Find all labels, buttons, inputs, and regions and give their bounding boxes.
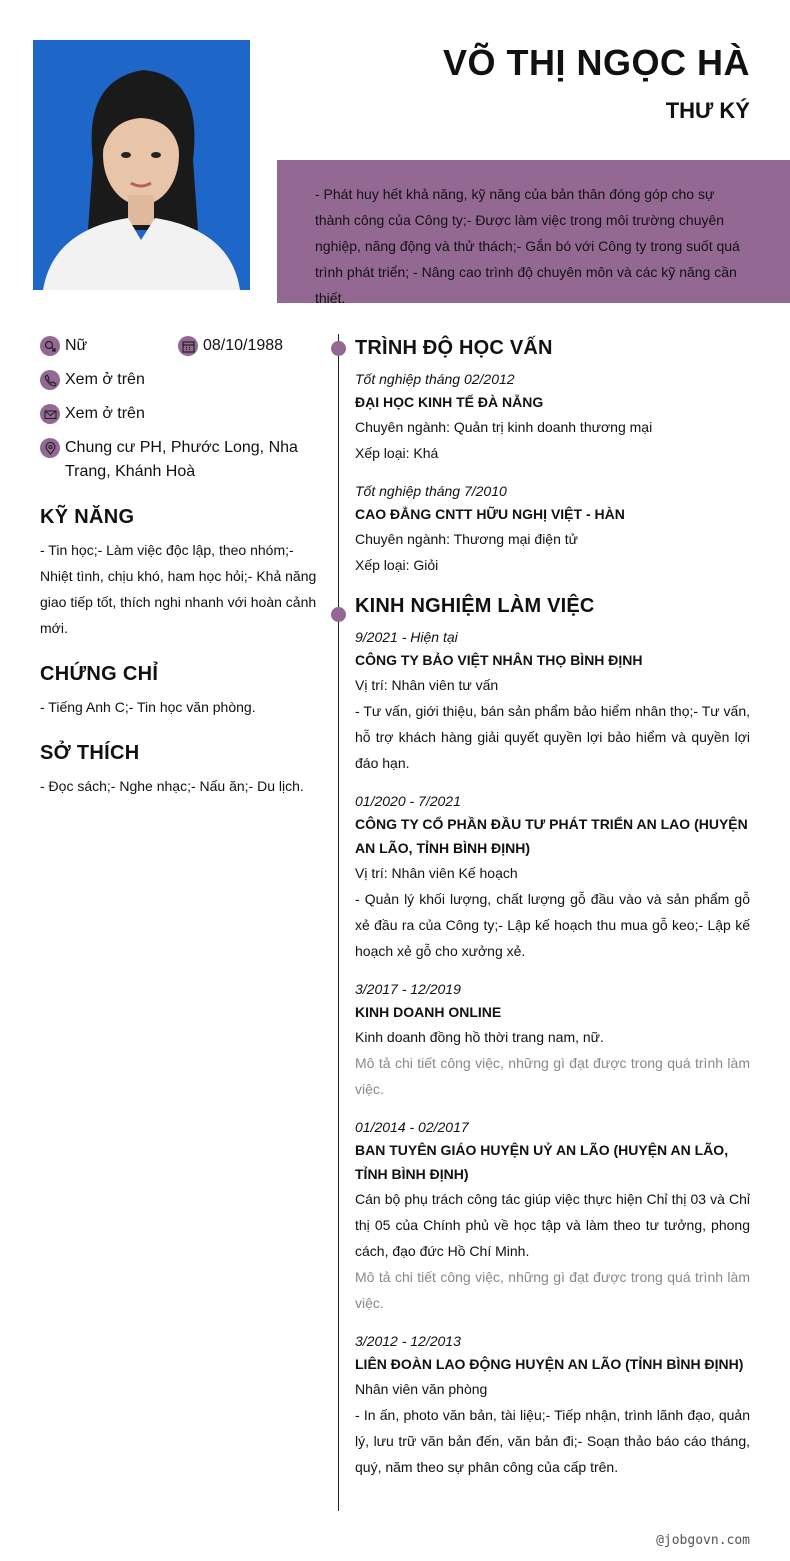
career-objective: - Phát huy hết khả năng, kỹ năng của bản thân đóng góp cho sự thành công của Công ty;- Được làm việc trong môi trường chuyên nghiệp, năng động và thử thách;- Gắn bó với Công ty trong suốt quá trình phát triển; - Nâng cao trình độ chuyên môn và các kỹ năng cần thiết.	[277, 160, 790, 303]
gender-item	[40, 334, 178, 358]
experience-description: - Quản lý khối lượng, chất lượng gỗ đầu vào và sản phẩm gỗ xẻ đầu ra của Công ty;- Lập kế hoạch thu mua gỗ keo;- Lập kế hoạch xẻ gỗ cho xưởng xẻ.	[355, 891, 750, 959]
education-section	[355, 334, 750, 578]
certificates-text: - Tiếng Anh C;- Tin học văn phòng.	[40, 699, 256, 715]
education-major: Chuyên ngành: Quản trị kinh doanh thương mại	[355, 419, 653, 435]
education-heading: TRÌNH ĐỘ HỌC VẤN	[355, 337, 553, 359]
experience-company: CÔNG TY BẢO VIỆT NHÂN THỌ BÌNH ĐỊNH	[355, 652, 643, 668]
phone-value: Xem ở trên	[65, 371, 145, 388]
skills-section	[40, 506, 320, 641]
profile-photo	[33, 40, 250, 290]
right-column	[355, 334, 750, 1490]
phone-item	[40, 368, 320, 392]
education-entry	[355, 480, 750, 578]
experience-role: Kinh doanh đồng hồ thời trang nam, nữ.	[355, 1029, 604, 1045]
certificates-heading: CHỨNG CHỈ	[40, 663, 159, 685]
experience-description: Mô tả chi tiết công việc, những gì đạt được trong quá trình làm việc.	[355, 1269, 750, 1311]
experience-entry	[355, 626, 750, 776]
experience-entry	[355, 978, 750, 1102]
education-timeline-dot	[331, 341, 346, 356]
experience-role: Vị trí: Nhân viên tư vấn	[355, 677, 499, 693]
gender-value: Nữ	[65, 337, 88, 354]
gender-icon	[40, 336, 60, 356]
candidate-name: VÕ THỊ NGỌC HÀ	[442, 42, 750, 83]
experience-role: Nhân viên văn phòng	[355, 1381, 488, 1397]
education-date: Tốt nghiệp tháng 02/2012	[355, 371, 515, 387]
calendar-icon	[178, 336, 198, 356]
education-major: Chuyên ngành: Thương mại điện tử	[355, 531, 579, 547]
experience-date: 01/2014 - 02/2017	[355, 1119, 469, 1135]
experience-date: 3/2017 - 12/2019	[355, 981, 461, 997]
hobbies-heading: SỞ THÍCH	[40, 742, 140, 764]
left-column	[40, 334, 320, 799]
experience-timeline-dot	[331, 607, 346, 622]
experience-entry	[355, 790, 750, 964]
email-value: Xem ở trên	[65, 405, 145, 422]
experience-description: - In ấn, photo văn bản, tài liệu;- Tiếp nhận, trình lãnh đạo, quản lý, lưu trữ văn bản đến, văn bản đi;- Soạn thảo báo cáo tháng, quý, năm theo sự phân công của cấp trên.	[355, 1407, 750, 1475]
education-grade: Xếp loại: Khá	[355, 445, 439, 461]
experience-section	[355, 592, 750, 1480]
email-item	[40, 402, 320, 426]
email-icon	[40, 404, 60, 424]
education-entry	[355, 368, 750, 466]
address-value: Chung cư PH, Phước Long, Nha Trang, Khánh Hoà	[65, 439, 298, 480]
hobbies-section	[40, 742, 320, 799]
address-item	[40, 436, 320, 484]
location-icon	[40, 438, 60, 458]
education-date: Tốt nghiệp tháng 7/2010	[355, 483, 507, 499]
experience-company: LIÊN ĐOÀN LAO ĐỘNG HUYỆN AN LÃO (TỈNH BÌNH ĐỊNH)	[355, 1356, 744, 1372]
phone-icon	[40, 370, 60, 390]
experience-company: BAN TUYÊN GIÁO HUYỆN UỶ AN LÃO (HUYỆN AN LÃO, TỈNH BÌNH ĐỊNH)	[355, 1142, 729, 1182]
experience-heading: KINH NGHIỆM LÀM VIỆC	[355, 595, 595, 617]
skills-text: - Tin học;- Làm việc độc lập, theo nhóm;- Nhiệt tình, chịu khó, ham học hỏi;- Khả năng giao tiếp tốt, thích nghi nhanh với hoàn cảnh mới.	[40, 542, 317, 636]
watermark: @jobgovn.com	[656, 1533, 750, 1548]
experience-company: KINH DOANH ONLINE	[355, 1004, 502, 1020]
skills-heading: KỸ NĂNG	[40, 506, 135, 528]
experience-company: CÔNG TY CỔ PHẦN ĐẦU TƯ PHÁT TRIỂN AN LAO (HUYỆN AN LÃO, TỈNH BÌNH ĐỊNH)	[355, 816, 748, 856]
experience-entry	[355, 1116, 750, 1316]
hobbies-text: - Đọc sách;- Nghe nhạc;- Nấu ăn;- Du lịch.	[40, 778, 304, 794]
job-title: THƯ KÝ	[665, 98, 750, 123]
experience-date: 01/2020 - 7/2021	[355, 793, 461, 809]
gender-birthdate-row	[40, 334, 320, 368]
experience-entry	[355, 1330, 750, 1480]
timeline-line	[338, 334, 339, 1511]
experience-description: - Tư vấn, giới thiệu, bán sản phẩm bảo hiểm nhân thọ;- Tư vấn, hỗ trợ khách hàng giải quyết quyền lợi bảo hiểm và quyền lợi đáo hạn.	[355, 703, 750, 771]
experience-role: Cán bộ phụ trách công tác giúp việc thực hiện Chỉ thị 03 và Chỉ thị 05 của Chính phủ về học tập và làm theo tư tưởng, phong cách, đạo đức Hồ Chí Minh.	[355, 1191, 750, 1259]
education-grade: Xếp loại: Giỏi	[355, 557, 439, 573]
education-school: ĐẠI HỌC KINH TẾ ĐÀ NẴNG	[355, 394, 544, 410]
experience-date: 9/2021 - Hiện tại	[355, 629, 458, 645]
education-school: CAO ĐẲNG CNTT HỮU NGHỊ VIỆT - HÀN	[355, 506, 625, 522]
certificates-section	[40, 663, 320, 720]
experience-role: Vị trí: Nhân viên Kế hoạch	[355, 865, 518, 881]
experience-date: 3/2012 - 12/2013	[355, 1333, 461, 1349]
birthdate-item	[178, 334, 316, 358]
experience-description: Mô tả chi tiết công việc, những gì đạt được trong quá trình làm việc.	[355, 1055, 750, 1097]
birthdate-value: 08/10/1988	[203, 337, 284, 354]
